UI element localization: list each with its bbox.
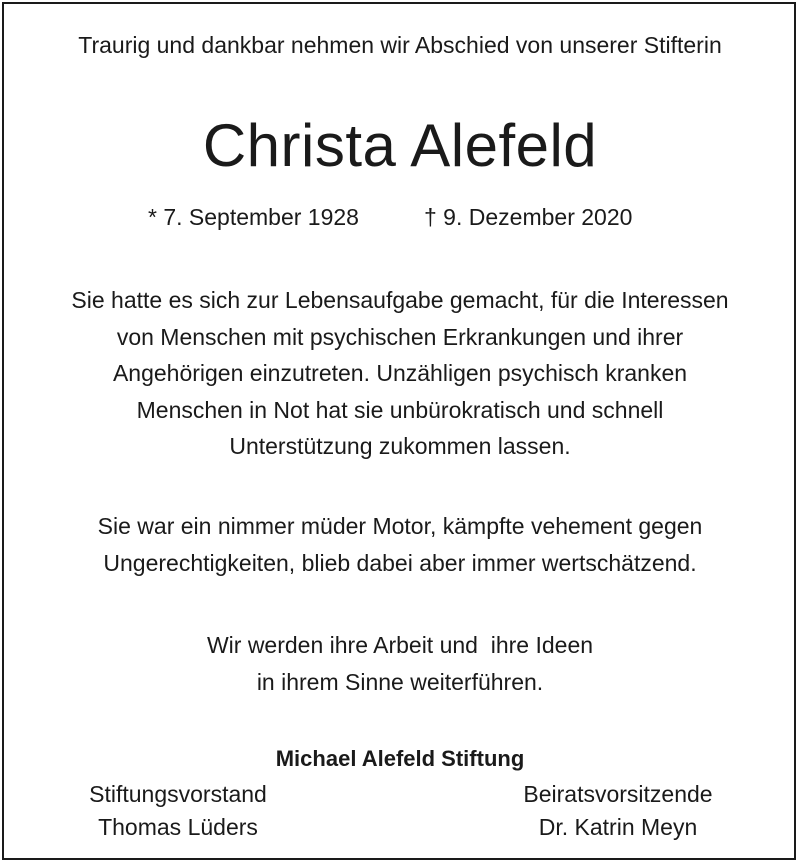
tribute-paragraph (0, 282, 800, 465)
commitment-paragraph (0, 627, 800, 700)
paragraph-line: Unterstützung zukommen lassen. (229, 433, 571, 459)
birth-date: * 7. September 1928 (148, 204, 359, 230)
signatory-role: Beiratsvorsitzende (523, 781, 713, 807)
paragraph-line: Ungerechtigkeiten, blieb dabei aber immer wertschätzend. (103, 549, 697, 576)
paragraph-line: Wir werden ihre Arbeit und ihre Ideen (206, 632, 594, 658)
intro-line: Traurig und dankbar nehmen wir Abschied von unserer Stifterin (78, 32, 722, 58)
paragraph-line: in ihrem Sinne weiterführen. (256, 668, 544, 695)
deceased-name: Christa Alefeld (202, 112, 598, 179)
paragraph-line: Sie war ein nimmer müder Motor, kämpfte vehement gegen (97, 513, 703, 539)
paragraph-line: Sie hatte es sich zur Lebensaufgabe gemacht, für die Interessen (71, 287, 729, 313)
signatory-name: Dr. Katrin Meyn (538, 814, 698, 840)
signatory-role: Stiftungsvorstand (89, 781, 267, 807)
death-date: † 9. Dezember 2020 (424, 204, 633, 230)
signatory-left (28, 778, 328, 844)
paragraph-line: von Menschen mit psychischen Erkrankungen und ihrer (116, 323, 684, 350)
paragraph-line: Angehörigen einzutreten. Unzähligen psychisch kranken (112, 360, 688, 386)
paragraph-line: Menschen in Not hat sie unbürokratisch und schnell (136, 396, 664, 423)
organization-name: Michael Alefeld Stiftung (275, 746, 525, 771)
character-paragraph (0, 508, 800, 581)
signatory-name: Thomas Lüders (98, 814, 258, 840)
signatory-right (468, 778, 768, 844)
